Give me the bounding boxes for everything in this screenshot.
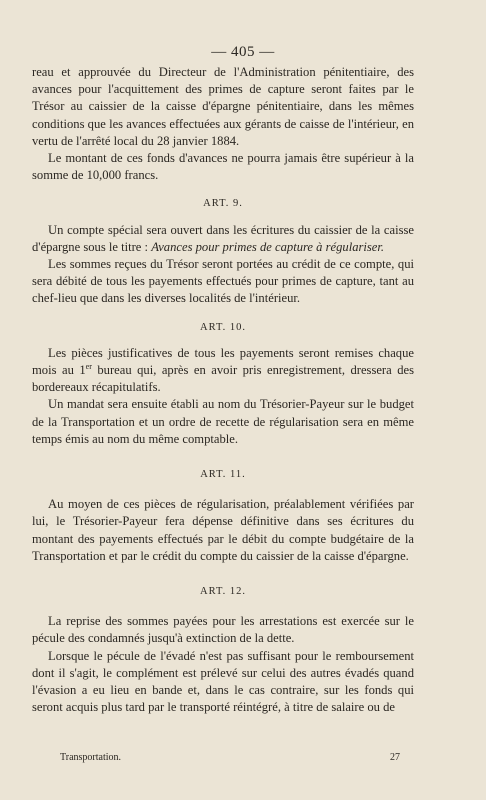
article-10-paragraph-1: Les pièces justificatives de tous les payements seront remises chaque mois au 1er bureau qui, après en avoir pris enregistrement, dressera des bordereaux récapitulatifs. <box>32 345 414 395</box>
footer-signature: Transportation. <box>60 752 122 763</box>
page-number: — 405 — <box>211 44 275 60</box>
article-9-heading: ART. 9. <box>203 198 243 210</box>
article-12-heading: ART. 12. <box>200 586 246 598</box>
article-11-heading: ART. 11. <box>200 469 246 481</box>
article-10-heading: ART. 10. <box>200 321 246 333</box>
article-10-paragraph-2: Un mandat sera ensuite établi au nom du Trésorier-Payeur sur le budget de la Transportation et un ordre de recette de régularisation sera en même temps émis au nom du même comptable. <box>32 397 414 446</box>
article-12-paragraph-2: Lorsque le pécule de l'évadé n'est pas suffisant pour le remboursement dont il s'agit, le complément est prélevé sur celui des autres évadés quand l'évasion a eu lieu en bande et, dans le cas contraire, sur les fonds qui seront acquis plus tard par le transporté réintégré, à titre de salaire ou de <box>32 648 414 715</box>
article-9-paragraph-2: Les sommes reçues du Trésor seront portées au crédit de ce compte, qui sera débité de tous les payements effectués pour primes de capture, tant au chef-lieu que dans les diverses localités de l'intérieur. <box>32 257 414 306</box>
article-11-paragraph-1: Au moyen de ces pièces de régularisation, préalablement vérifiées par lui, le Trésorier-Payeur fera dépense définitive dans ses écritures du montant des payements effectués par le débit du compte budgétaire de la Transportation et par le crédit du compte du caissier de la caisse d'épargne. <box>32 497 414 563</box>
ordinal-superscript: er <box>85 361 92 371</box>
account-title: Avances pour primes de capture à régulariser. <box>151 239 385 254</box>
paragraph-continuation: reau et approuvée du Directeur de l'Administration pénitentiaire, des avances pour l'acquittement des primes de capture seront faites par le Trésor au caissier de la caisse d'épargne pénitentiaire, dans les mêmes conditions que les avances effectuées aux gérants de caisse de l'intérieur, en vertu de l'arrêté local du 28 janvier 1884. <box>32 65 414 148</box>
article-9-paragraph-1: Un compte spécial sera ouvert dans les écritures du caissier de la caisse d'épargne sous le titre : Avances pour primes de capture à régulariser. <box>32 222 414 254</box>
footer-sheet-number: 27 <box>390 752 400 763</box>
body-text <box>32 64 414 717</box>
article-12-paragraph-1: La reprise des sommes payées pour les arrestations est exercée sur le pécule des condamnés jusqu'à extinction de la dette. <box>32 614 414 646</box>
page-footer <box>60 752 400 763</box>
paragraph-amount-limit: Le montant de ces fonds d'avances ne pourra jamais être supérieur à la somme de 10,000 francs. <box>32 151 414 183</box>
